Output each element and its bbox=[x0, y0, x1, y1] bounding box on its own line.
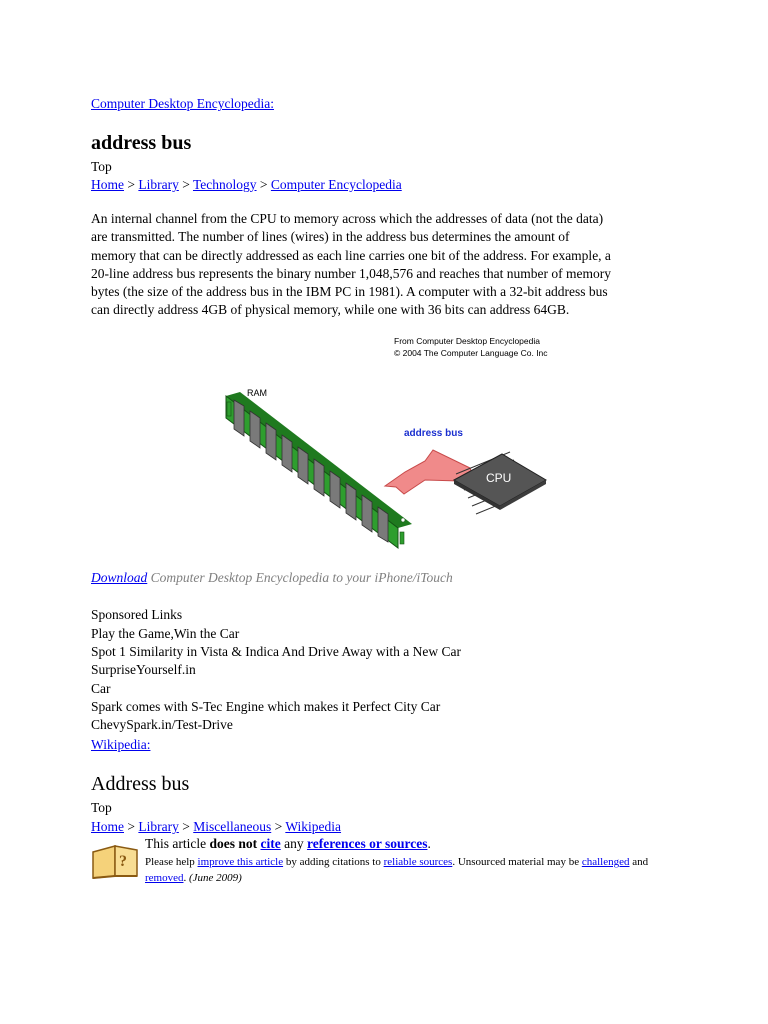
notice-date: (June 2009) bbox=[188, 872, 242, 884]
paragraph-line: An internal channel from the CPU to memory across which the addresses of data (not the data) bbox=[91, 211, 604, 226]
paragraph-line: 20-line address bus represents the binary number 1,048,576 and reaches that number of memory bbox=[91, 265, 611, 281]
breadcrumb-separator: > bbox=[182, 177, 193, 192]
cde-header-link[interactable]: Computer Desktop Encyclopedia: bbox=[91, 96, 274, 111]
address-bus-diagram bbox=[220, 334, 560, 550]
breadcrumb-wikipedia[interactable]: Wikipedia bbox=[285, 819, 342, 834]
download-description: Computer Desktop Encyclopedia to your iPhone/iTouch bbox=[147, 570, 453, 585]
removed-link[interactable]: removed bbox=[145, 872, 184, 884]
top-label: Top bbox=[91, 800, 112, 815]
breadcrumb-separator: > bbox=[259, 177, 271, 192]
breadcrumb-separator: > bbox=[274, 819, 286, 834]
sponsored-link-url[interactable]: SurpriseYourself.in bbox=[91, 662, 196, 677]
figure-credit-line: From Computer Desktop Encyclopedia bbox=[394, 336, 540, 346]
sponsored-links-heading: Sponsored Links bbox=[91, 607, 183, 622]
breadcrumb-library[interactable]: Library bbox=[138, 177, 179, 192]
references-link[interactable]: references or sources bbox=[306, 836, 428, 851]
top-label: Top bbox=[91, 159, 112, 174]
cpu-label: CPU bbox=[486, 471, 512, 485]
challenged-link[interactable]: challenged bbox=[581, 856, 630, 868]
reliable-sources-link[interactable]: reliable sources bbox=[383, 856, 453, 868]
breadcrumb-home[interactable]: Home bbox=[91, 819, 124, 834]
improve-article-link[interactable]: improve this article bbox=[197, 856, 284, 868]
definition-paragraph bbox=[91, 210, 681, 320]
svg-text:?: ? bbox=[119, 853, 127, 870]
breadcrumb bbox=[91, 176, 402, 194]
figure-copyright-line: © 2004 The Computer Language Co. Inc bbox=[394, 348, 548, 358]
sponsored-link-description: Spot 1 Similarity in Vista & Indica And Drive Away with a New Car bbox=[91, 644, 462, 659]
cite-link[interactable]: cite bbox=[260, 836, 281, 851]
download-link[interactable]: Download bbox=[91, 570, 148, 585]
question-book-icon bbox=[91, 840, 139, 880]
sponsored-link-headline[interactable]: Car bbox=[91, 681, 111, 696]
article-title-wikipedia: Address bus bbox=[91, 773, 190, 795]
unreferenced-notice bbox=[91, 836, 711, 888]
notice-body: Please help improve this article by adding citations to reliable sources. Unsourced material may be challenged and removed. (June 2009) bbox=[145, 856, 649, 884]
address-bus-label: address bus bbox=[404, 428, 463, 439]
download-line bbox=[91, 570, 453, 586]
paragraph-line: can directly address 4GB of physical memory, while one with 36 bits can address 64GB. bbox=[91, 302, 570, 318]
breadcrumb-technology[interactable]: Technology bbox=[192, 177, 257, 192]
ram-module-graphic bbox=[226, 392, 412, 548]
sponsored-link-url[interactable]: ChevySpark.in/Test-Drive bbox=[91, 717, 233, 732]
breadcrumb bbox=[91, 818, 341, 836]
breadcrumb-separator: > bbox=[127, 177, 139, 192]
breadcrumb-home[interactable]: Home bbox=[91, 177, 124, 192]
breadcrumb-separator: > bbox=[182, 819, 194, 834]
breadcrumb-library[interactable]: Library bbox=[138, 819, 179, 834]
ram-label: RAM bbox=[247, 388, 267, 398]
sponsored-link-description: Spark comes with S-Tec Engine which makes it Perfect City Car bbox=[91, 699, 441, 714]
diagram-graphic bbox=[220, 334, 560, 550]
paragraph-line: are transmitted. The number of lines (wires) in the address bus determines the amount of bbox=[91, 229, 570, 245]
breadcrumb-miscellaneous[interactable]: Miscellaneous bbox=[193, 819, 272, 834]
breadcrumb-computer-encyclopedia[interactable]: Computer Encyclopedia bbox=[270, 177, 402, 192]
article-title: address bus bbox=[91, 132, 192, 154]
wikipedia-link[interactable]: Wikipedia: bbox=[91, 737, 151, 752]
paragraph-line: bytes (the size of the address bus in the IBM PC in 1981). A computer with a 32-bit address bus bbox=[91, 284, 608, 300]
sponsored-link-headline[interactable]: Play the Game,Win the Car bbox=[91, 626, 240, 641]
breadcrumb-separator: > bbox=[127, 819, 139, 834]
notice-headline: This article does not cite any references or sources. bbox=[145, 836, 431, 851]
paragraph-line: memory that can be directly addressed as each line carries one bit of the address. For example, a bbox=[91, 247, 611, 263]
